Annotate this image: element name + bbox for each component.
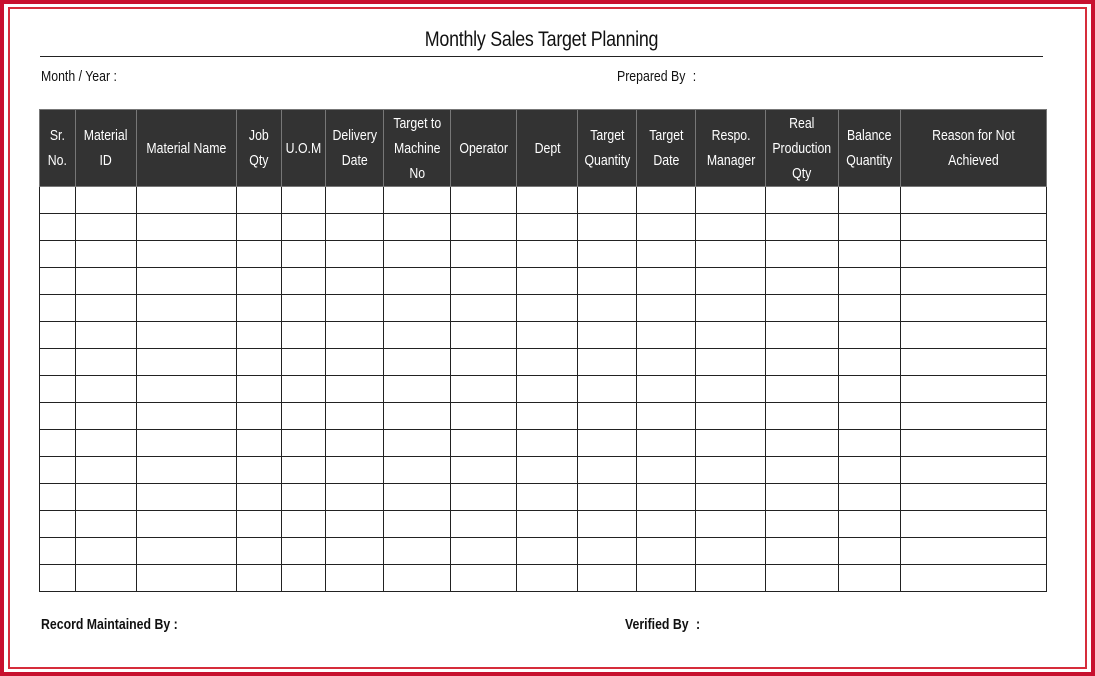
table-cell[interactable] bbox=[76, 430, 137, 457]
table-cell[interactable] bbox=[517, 484, 578, 511]
column-header bbox=[384, 110, 451, 187]
table-cell[interactable] bbox=[40, 484, 76, 511]
table-cell[interactable] bbox=[237, 403, 282, 430]
table-cell[interactable] bbox=[384, 295, 451, 322]
table-cell[interactable] bbox=[282, 457, 326, 484]
table-cell[interactable] bbox=[451, 511, 517, 538]
table-cell[interactable] bbox=[384, 538, 451, 565]
table-cell[interactable] bbox=[137, 187, 237, 214]
table-cell[interactable] bbox=[901, 349, 1047, 376]
table-cell[interactable] bbox=[76, 565, 137, 592]
table-row bbox=[40, 538, 1047, 565]
table-cell[interactable] bbox=[839, 322, 901, 349]
table-cell[interactable] bbox=[237, 268, 282, 295]
table-row bbox=[40, 403, 1047, 430]
table-cell[interactable] bbox=[384, 430, 451, 457]
table-cell[interactable] bbox=[282, 511, 326, 538]
table-cell[interactable] bbox=[40, 457, 76, 484]
table-cell[interactable] bbox=[901, 403, 1047, 430]
table-cell[interactable] bbox=[517, 403, 578, 430]
table-cell[interactable] bbox=[76, 241, 137, 268]
column-header-label: Target to Machine No bbox=[393, 114, 442, 182]
table-row bbox=[40, 187, 1047, 214]
column-header bbox=[766, 110, 839, 187]
table-cell[interactable] bbox=[517, 241, 578, 268]
table-row bbox=[40, 322, 1047, 349]
table-cell[interactable] bbox=[696, 241, 766, 268]
table-cell[interactable] bbox=[326, 187, 384, 214]
table-cell[interactable] bbox=[637, 484, 696, 511]
table-cell[interactable] bbox=[76, 457, 137, 484]
table-cell[interactable] bbox=[137, 376, 237, 403]
table-cell[interactable] bbox=[901, 214, 1047, 241]
table-cell[interactable] bbox=[451, 241, 517, 268]
table-cell[interactable] bbox=[326, 295, 384, 322]
table-row bbox=[40, 430, 1047, 457]
table-cell[interactable] bbox=[282, 241, 326, 268]
table-cell[interactable] bbox=[517, 268, 578, 295]
table-cell[interactable] bbox=[517, 565, 578, 592]
table-cell[interactable] bbox=[637, 565, 696, 592]
table-cell[interactable] bbox=[40, 349, 76, 376]
table-cell[interactable] bbox=[137, 214, 237, 241]
table-cell[interactable] bbox=[637, 214, 696, 241]
table-cell[interactable] bbox=[766, 511, 839, 538]
table-cell[interactable] bbox=[282, 376, 326, 403]
table-cell[interactable] bbox=[76, 538, 137, 565]
verified-by-label: Verified By bbox=[625, 616, 689, 633]
table-cell[interactable] bbox=[839, 268, 901, 295]
table-cell[interactable] bbox=[237, 484, 282, 511]
table-cell[interactable] bbox=[40, 187, 76, 214]
table-cell[interactable] bbox=[237, 214, 282, 241]
table-cell[interactable] bbox=[578, 457, 637, 484]
table-cell[interactable] bbox=[696, 322, 766, 349]
table-cell[interactable] bbox=[451, 322, 517, 349]
table-cell[interactable] bbox=[696, 403, 766, 430]
form-title: Monthly Sales Target Planning bbox=[424, 28, 659, 51]
table-cell[interactable] bbox=[839, 187, 901, 214]
table-row bbox=[40, 214, 1047, 241]
table-cell[interactable] bbox=[637, 322, 696, 349]
table-cell[interactable] bbox=[766, 322, 839, 349]
table-cell[interactable] bbox=[578, 187, 637, 214]
column-header bbox=[696, 110, 766, 187]
table-cell[interactable] bbox=[637, 511, 696, 538]
table-row bbox=[40, 565, 1047, 592]
table-cell[interactable] bbox=[326, 214, 384, 241]
table-cell[interactable] bbox=[76, 295, 137, 322]
table-cell[interactable] bbox=[517, 322, 578, 349]
table-cell[interactable] bbox=[901, 322, 1047, 349]
table-cell[interactable] bbox=[839, 295, 901, 322]
table-cell[interactable] bbox=[76, 349, 137, 376]
table-cell[interactable] bbox=[237, 538, 282, 565]
table-cell[interactable] bbox=[637, 241, 696, 268]
column-header-label: Target Date bbox=[649, 127, 684, 169]
table-cell[interactable] bbox=[76, 484, 137, 511]
table-cell[interactable] bbox=[137, 484, 237, 511]
table-cell[interactable] bbox=[326, 511, 384, 538]
table-row bbox=[40, 349, 1047, 376]
table-cell[interactable] bbox=[901, 295, 1047, 322]
record-maintained-field bbox=[41, 616, 178, 633]
table-cell[interactable] bbox=[839, 214, 901, 241]
table-cell[interactable] bbox=[326, 268, 384, 295]
table-cell[interactable] bbox=[137, 241, 237, 268]
table-cell[interactable] bbox=[517, 376, 578, 403]
table-cell[interactable] bbox=[237, 187, 282, 214]
table-cell[interactable] bbox=[637, 538, 696, 565]
table-row bbox=[40, 511, 1047, 538]
table-cell[interactable] bbox=[237, 322, 282, 349]
column-header bbox=[237, 110, 282, 187]
table-cell[interactable] bbox=[578, 241, 637, 268]
table-cell[interactable] bbox=[40, 295, 76, 322]
table-cell[interactable] bbox=[696, 484, 766, 511]
table-cell[interactable] bbox=[451, 538, 517, 565]
table-row bbox=[40, 268, 1047, 295]
table-cell[interactable] bbox=[40, 430, 76, 457]
table-cell[interactable] bbox=[326, 565, 384, 592]
table-body bbox=[40, 187, 1047, 592]
table-cell[interactable] bbox=[137, 538, 237, 565]
table-cell[interactable] bbox=[326, 322, 384, 349]
table-cell[interactable] bbox=[384, 214, 451, 241]
table-cell[interactable] bbox=[901, 187, 1047, 214]
table-cell[interactable] bbox=[137, 295, 237, 322]
table-cell[interactable] bbox=[696, 295, 766, 322]
table-cell[interactable] bbox=[766, 241, 839, 268]
table-cell[interactable] bbox=[137, 403, 237, 430]
prepared-by-separator: : bbox=[692, 68, 697, 85]
column-header-label: Material ID bbox=[84, 127, 128, 169]
table-cell[interactable] bbox=[901, 538, 1047, 565]
table-cell[interactable] bbox=[137, 430, 237, 457]
table-cell[interactable] bbox=[76, 403, 137, 430]
table-cell[interactable] bbox=[901, 511, 1047, 538]
table-cell[interactable] bbox=[901, 430, 1047, 457]
prepared-by-label: Prepared By bbox=[617, 68, 686, 85]
table-cell[interactable] bbox=[326, 457, 384, 484]
table-cell[interactable] bbox=[766, 268, 839, 295]
table-cell[interactable] bbox=[451, 268, 517, 295]
table-cell[interactable] bbox=[839, 430, 901, 457]
table-cell[interactable] bbox=[326, 376, 384, 403]
table-cell[interactable] bbox=[384, 349, 451, 376]
table-cell[interactable] bbox=[578, 376, 637, 403]
table-cell[interactable] bbox=[696, 187, 766, 214]
column-header-label: Job Qty bbox=[249, 127, 269, 169]
table-cell[interactable] bbox=[517, 538, 578, 565]
table-cell[interactable] bbox=[384, 457, 451, 484]
table-cell[interactable] bbox=[237, 457, 282, 484]
table-cell[interactable] bbox=[766, 295, 839, 322]
table-cell[interactable] bbox=[76, 187, 137, 214]
table-cell[interactable] bbox=[839, 511, 901, 538]
table-cell[interactable] bbox=[766, 538, 839, 565]
table-cell[interactable] bbox=[282, 403, 326, 430]
table-cell[interactable] bbox=[517, 295, 578, 322]
table-cell[interactable] bbox=[517, 214, 578, 241]
table-cell[interactable] bbox=[766, 565, 839, 592]
table-cell[interactable] bbox=[578, 565, 637, 592]
table-cell[interactable] bbox=[766, 214, 839, 241]
column-header bbox=[282, 110, 326, 187]
table-cell[interactable] bbox=[76, 376, 137, 403]
table-cell[interactable] bbox=[696, 268, 766, 295]
column-header bbox=[517, 110, 578, 187]
table-cell[interactable] bbox=[384, 322, 451, 349]
verified-by-field bbox=[625, 616, 700, 633]
table-header-row bbox=[40, 110, 1047, 187]
table-cell[interactable] bbox=[237, 430, 282, 457]
table-cell[interactable] bbox=[40, 511, 76, 538]
table-row bbox=[40, 376, 1047, 403]
table-cell[interactable] bbox=[696, 511, 766, 538]
column-header-label: Sr. No. bbox=[47, 127, 68, 169]
table-cell[interactable] bbox=[696, 430, 766, 457]
table-cell[interactable] bbox=[451, 484, 517, 511]
table-cell[interactable] bbox=[637, 187, 696, 214]
table-cell[interactable] bbox=[282, 565, 326, 592]
column-header-label: Material Name bbox=[146, 139, 227, 157]
table-cell[interactable] bbox=[766, 349, 839, 376]
table-cell[interactable] bbox=[696, 376, 766, 403]
table-cell[interactable] bbox=[578, 403, 637, 430]
table-cell[interactable] bbox=[137, 349, 237, 376]
table-cell[interactable] bbox=[637, 295, 696, 322]
column-header bbox=[137, 110, 237, 187]
table-cell[interactable] bbox=[282, 430, 326, 457]
table-cell[interactable] bbox=[137, 565, 237, 592]
table-cell[interactable] bbox=[282, 268, 326, 295]
table-cell[interactable] bbox=[696, 214, 766, 241]
month-year-field bbox=[41, 68, 117, 85]
table-cell[interactable] bbox=[766, 187, 839, 214]
column-header-label: Balance Quantity bbox=[846, 127, 893, 169]
table-cell[interactable] bbox=[901, 268, 1047, 295]
table-cell[interactable] bbox=[384, 511, 451, 538]
table-cell[interactable] bbox=[384, 484, 451, 511]
table-cell[interactable] bbox=[839, 376, 901, 403]
table-cell[interactable] bbox=[76, 214, 137, 241]
table-cell[interactable] bbox=[282, 295, 326, 322]
table-cell[interactable] bbox=[76, 268, 137, 295]
table-cell[interactable] bbox=[384, 565, 451, 592]
table-cell[interactable] bbox=[40, 268, 76, 295]
table-cell[interactable] bbox=[839, 484, 901, 511]
month-year-label: Month / Year : bbox=[41, 68, 117, 85]
table-cell[interactable] bbox=[578, 268, 637, 295]
table-cell[interactable] bbox=[766, 457, 839, 484]
column-header-label: Respo. Manager bbox=[706, 127, 756, 169]
table-cell[interactable] bbox=[839, 538, 901, 565]
column-header bbox=[451, 110, 517, 187]
table-row bbox=[40, 241, 1047, 268]
table-cell[interactable] bbox=[637, 403, 696, 430]
table-cell[interactable] bbox=[451, 403, 517, 430]
table-cell[interactable] bbox=[282, 214, 326, 241]
table-cell[interactable] bbox=[517, 430, 578, 457]
table-cell[interactable] bbox=[839, 349, 901, 376]
column-header-label: Reason for Not Achieved bbox=[932, 127, 1015, 169]
table-cell[interactable] bbox=[637, 268, 696, 295]
table-cell[interactable] bbox=[237, 511, 282, 538]
column-header bbox=[40, 110, 76, 187]
column-header-label: Dept bbox=[534, 139, 561, 157]
table-cell[interactable] bbox=[696, 349, 766, 376]
table-cell[interactable] bbox=[839, 565, 901, 592]
table-cell[interactable] bbox=[696, 565, 766, 592]
table-cell[interactable] bbox=[282, 187, 326, 214]
table-cell[interactable] bbox=[137, 268, 237, 295]
title-underline bbox=[40, 56, 1043, 57]
table-cell[interactable] bbox=[384, 187, 451, 214]
table-cell[interactable] bbox=[326, 403, 384, 430]
table-cell[interactable] bbox=[326, 349, 384, 376]
table-cell[interactable] bbox=[237, 349, 282, 376]
table-cell[interactable] bbox=[40, 538, 76, 565]
table-cell[interactable] bbox=[326, 241, 384, 268]
column-header bbox=[637, 110, 696, 187]
column-header bbox=[578, 110, 637, 187]
table-cell[interactable] bbox=[696, 457, 766, 484]
table-cell[interactable] bbox=[451, 376, 517, 403]
column-header bbox=[901, 110, 1047, 187]
table-cell[interactable] bbox=[578, 430, 637, 457]
table-cell[interactable] bbox=[901, 241, 1047, 268]
column-header-label: Real Production Qty bbox=[772, 114, 832, 182]
table-cell[interactable] bbox=[326, 430, 384, 457]
table-cell[interactable] bbox=[766, 484, 839, 511]
table-cell[interactable] bbox=[578, 349, 637, 376]
table-cell[interactable] bbox=[237, 241, 282, 268]
table-cell[interactable] bbox=[517, 457, 578, 484]
sales-target-table bbox=[39, 109, 1047, 592]
table-cell[interactable] bbox=[326, 538, 384, 565]
table-cell[interactable] bbox=[40, 565, 76, 592]
table-cell[interactable] bbox=[637, 349, 696, 376]
table-cell[interactable] bbox=[517, 349, 578, 376]
table-cell[interactable] bbox=[451, 187, 517, 214]
record-maintained-label: Record Maintained By : bbox=[41, 616, 178, 633]
table-cell[interactable] bbox=[901, 565, 1047, 592]
table-cell[interactable] bbox=[237, 295, 282, 322]
table-cell[interactable] bbox=[237, 565, 282, 592]
table-cell[interactable] bbox=[384, 268, 451, 295]
table-cell[interactable] bbox=[451, 295, 517, 322]
table-cell[interactable] bbox=[578, 295, 637, 322]
table-cell[interactable] bbox=[696, 538, 766, 565]
column-header bbox=[76, 110, 137, 187]
table-cell[interactable] bbox=[282, 322, 326, 349]
table-cell[interactable] bbox=[766, 430, 839, 457]
table-cell[interactable] bbox=[282, 538, 326, 565]
prepared-by-field bbox=[617, 68, 696, 85]
table-cell[interactable] bbox=[137, 511, 237, 538]
table-cell[interactable] bbox=[578, 538, 637, 565]
table-cell[interactable] bbox=[451, 430, 517, 457]
table-cell[interactable] bbox=[282, 349, 326, 376]
table-cell[interactable] bbox=[578, 511, 637, 538]
table-cell[interactable] bbox=[637, 457, 696, 484]
table-cell[interactable] bbox=[326, 484, 384, 511]
table-cell[interactable] bbox=[384, 376, 451, 403]
column-header-label: Target Quantity bbox=[584, 127, 631, 169]
table-cell[interactable] bbox=[40, 376, 76, 403]
table-row bbox=[40, 457, 1047, 484]
table-cell[interactable] bbox=[451, 457, 517, 484]
table-cell[interactable] bbox=[637, 430, 696, 457]
table-cell[interactable] bbox=[766, 376, 839, 403]
table-cell[interactable] bbox=[578, 484, 637, 511]
table-cell[interactable] bbox=[40, 214, 76, 241]
table-cell[interactable] bbox=[237, 376, 282, 403]
table-cell[interactable] bbox=[137, 457, 237, 484]
table-cell[interactable] bbox=[451, 214, 517, 241]
table-row bbox=[40, 295, 1047, 322]
column-header-label: U.O.M bbox=[285, 139, 322, 157]
table-cell[interactable] bbox=[637, 376, 696, 403]
table-cell[interactable] bbox=[901, 484, 1047, 511]
column-header bbox=[326, 110, 384, 187]
table-cell[interactable] bbox=[384, 241, 451, 268]
table-cell[interactable] bbox=[901, 376, 1047, 403]
table-cell[interactable] bbox=[578, 214, 637, 241]
column-header-label: Delivery Date bbox=[332, 127, 378, 169]
table-cell[interactable] bbox=[76, 511, 137, 538]
table-cell[interactable] bbox=[517, 511, 578, 538]
table-cell[interactable] bbox=[137, 322, 237, 349]
table-cell[interactable] bbox=[384, 403, 451, 430]
table-cell[interactable] bbox=[40, 322, 76, 349]
table-cell[interactable] bbox=[766, 403, 839, 430]
table-cell[interactable] bbox=[517, 187, 578, 214]
table-cell[interactable] bbox=[76, 322, 137, 349]
table-cell[interactable] bbox=[901, 457, 1047, 484]
verified-by-separator: : bbox=[695, 616, 701, 633]
table-cell[interactable] bbox=[839, 457, 901, 484]
table-cell[interactable] bbox=[839, 241, 901, 268]
table-cell[interactable] bbox=[282, 484, 326, 511]
column-header-label: Operator bbox=[459, 139, 509, 157]
table-cell[interactable] bbox=[578, 322, 637, 349]
table-cell[interactable] bbox=[451, 349, 517, 376]
table-cell[interactable] bbox=[839, 403, 901, 430]
table-cell[interactable] bbox=[40, 403, 76, 430]
table-cell[interactable] bbox=[451, 565, 517, 592]
column-header bbox=[839, 110, 901, 187]
table-cell[interactable] bbox=[40, 241, 76, 268]
table-row bbox=[40, 484, 1047, 511]
